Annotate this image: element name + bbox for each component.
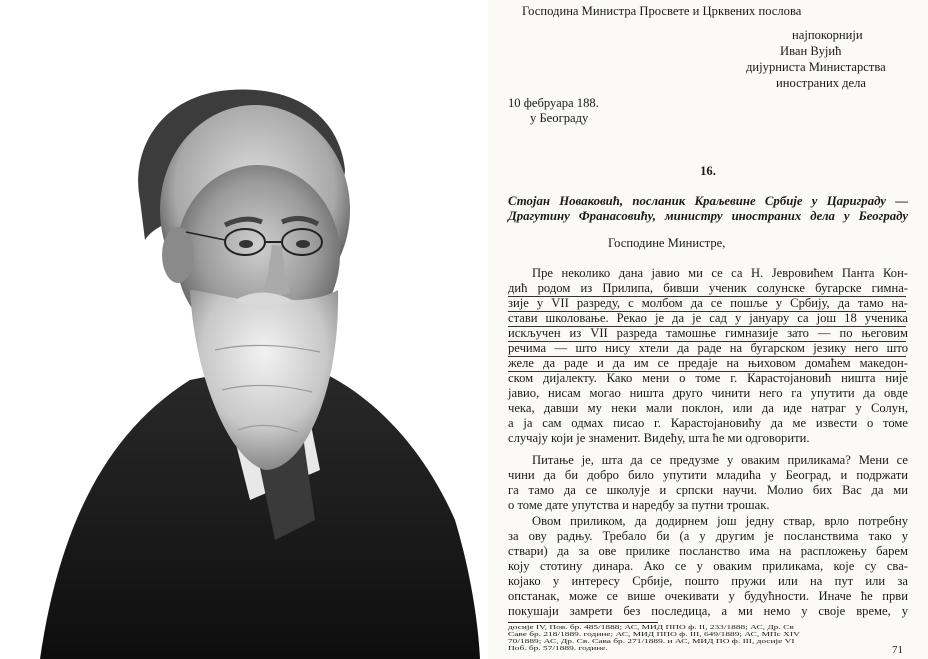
header-line-3: Иван Вујић	[780, 44, 842, 58]
pen-underline	[508, 326, 906, 327]
p3-line: Овом приликом, да додирнем још једну ствар, врло потребну	[532, 514, 908, 528]
p1-line: јавио, нисам могао ништа друго чинити него га упутити да овде	[508, 386, 908, 400]
p2-line: чини да би добро било упутити младића у Београд, и подржати	[508, 468, 908, 482]
header-line-2: најпокорнији	[792, 28, 863, 42]
pen-underline	[508, 341, 906, 342]
p1-line: желе да раде и да им се предаје на њиховом домаћем македон-	[508, 356, 908, 370]
p1-line: ском дијалекту. Како мени о томе г. Карастојановић ништа није	[508, 371, 908, 385]
p1-line: случају који је знаменит. Видећу, шта ће ми одговорити.	[508, 431, 810, 445]
pen-underline	[508, 356, 906, 357]
document-page	[488, 0, 928, 659]
header-line-1: Господина Министра Просвете и Црквених послова	[522, 4, 802, 18]
p3-line: за ову радњу. Требало би (а у другим је посланствима тако у	[508, 529, 908, 543]
p1-line: Пре неколико дана јавио ми се са Н. Јевровићем Панта Кон-	[532, 266, 908, 280]
footnote-block	[508, 624, 908, 657]
title-line-1: Стојан Новаковић, посланик Краљевине Србије у Цариграду —	[508, 194, 908, 208]
letter-place: у Београду	[530, 111, 589, 125]
footnote-line: Саве бр. 218/1889. године; АС, МИД ППО ф. III, 649/1889; АС, МПс XIV	[508, 631, 800, 638]
footnote-line: 70/1889; АС, Др. Св. Сава бр. 271/1889. и АС, МИД ПО ф. III, досије VI	[508, 638, 795, 645]
p1-line: стави школовање. Рекао је да је сад у јануару са још 18 ученика	[508, 311, 908, 325]
header-line-5: иностраних дела	[776, 76, 867, 90]
p1-line: речима — што нису хтели да раде на бугарском језику него што	[508, 341, 908, 355]
p3-line: покушаји замрети без последица, а ми немо у своје време, у	[508, 604, 908, 618]
p2-line: га тамо да се школује и српски научи. Молио бих Вас да ми	[508, 483, 908, 497]
p1-line: дић родом из Прилипа, бивши ученик солунске бугарске гимна-	[508, 281, 908, 295]
p3-line: коју стотину динара. Ако се у оваким приликама, које су сва-	[508, 559, 908, 573]
p2-line: о томе дате упутства и наредбу за путни трошак.	[508, 498, 770, 512]
footnote-line: досије IV, Пов. бр. 485/1888; АС, МИД ППО ф. II, 233/1888; АС, Др. Св	[508, 624, 794, 631]
p1-line: чека, давши му неки мали поклон, или да иде натраг у Солун,	[508, 401, 908, 415]
document-number: 16.	[700, 164, 716, 178]
p1-line: искључен из VII разреда тамошње гимназије зато — по његовим	[508, 326, 908, 340]
footnote-rule	[508, 622, 658, 623]
p3-line: ствари) да за ове прилике посланство има на распложењу барем	[508, 544, 908, 558]
pen-underline	[508, 371, 906, 372]
p3-line: опстанак, може се више очекивати у будућности. Иначе ће први	[508, 589, 908, 603]
header-line-4: дијурниста Министарства	[746, 60, 886, 74]
salutation: Господине Министре,	[608, 236, 726, 250]
letter-date: 10 фебруара 188.	[508, 96, 599, 110]
p3-line: којако у интересу Србије, пошто пружи или на пут или за	[508, 574, 908, 588]
p1-line: зије у VII разреду, с молбом да се пошље у Србију, да тамо на-	[508, 296, 908, 310]
page-number: 71	[892, 644, 903, 656]
p2-line: Питање је, шта да се предузме у оваким приликама? Мени се	[532, 453, 908, 467]
footnote-line: Поб. бр. 57/1889. године.	[508, 645, 608, 652]
title-line-2: Драгутину Франасовићу, министру иностраних дела у Београду	[508, 209, 908, 223]
pen-underline	[508, 311, 906, 312]
p1-line: а ја сам одмах писао г. Карастојановићу да ме извести о томе	[508, 416, 908, 430]
pen-underline	[508, 296, 906, 297]
